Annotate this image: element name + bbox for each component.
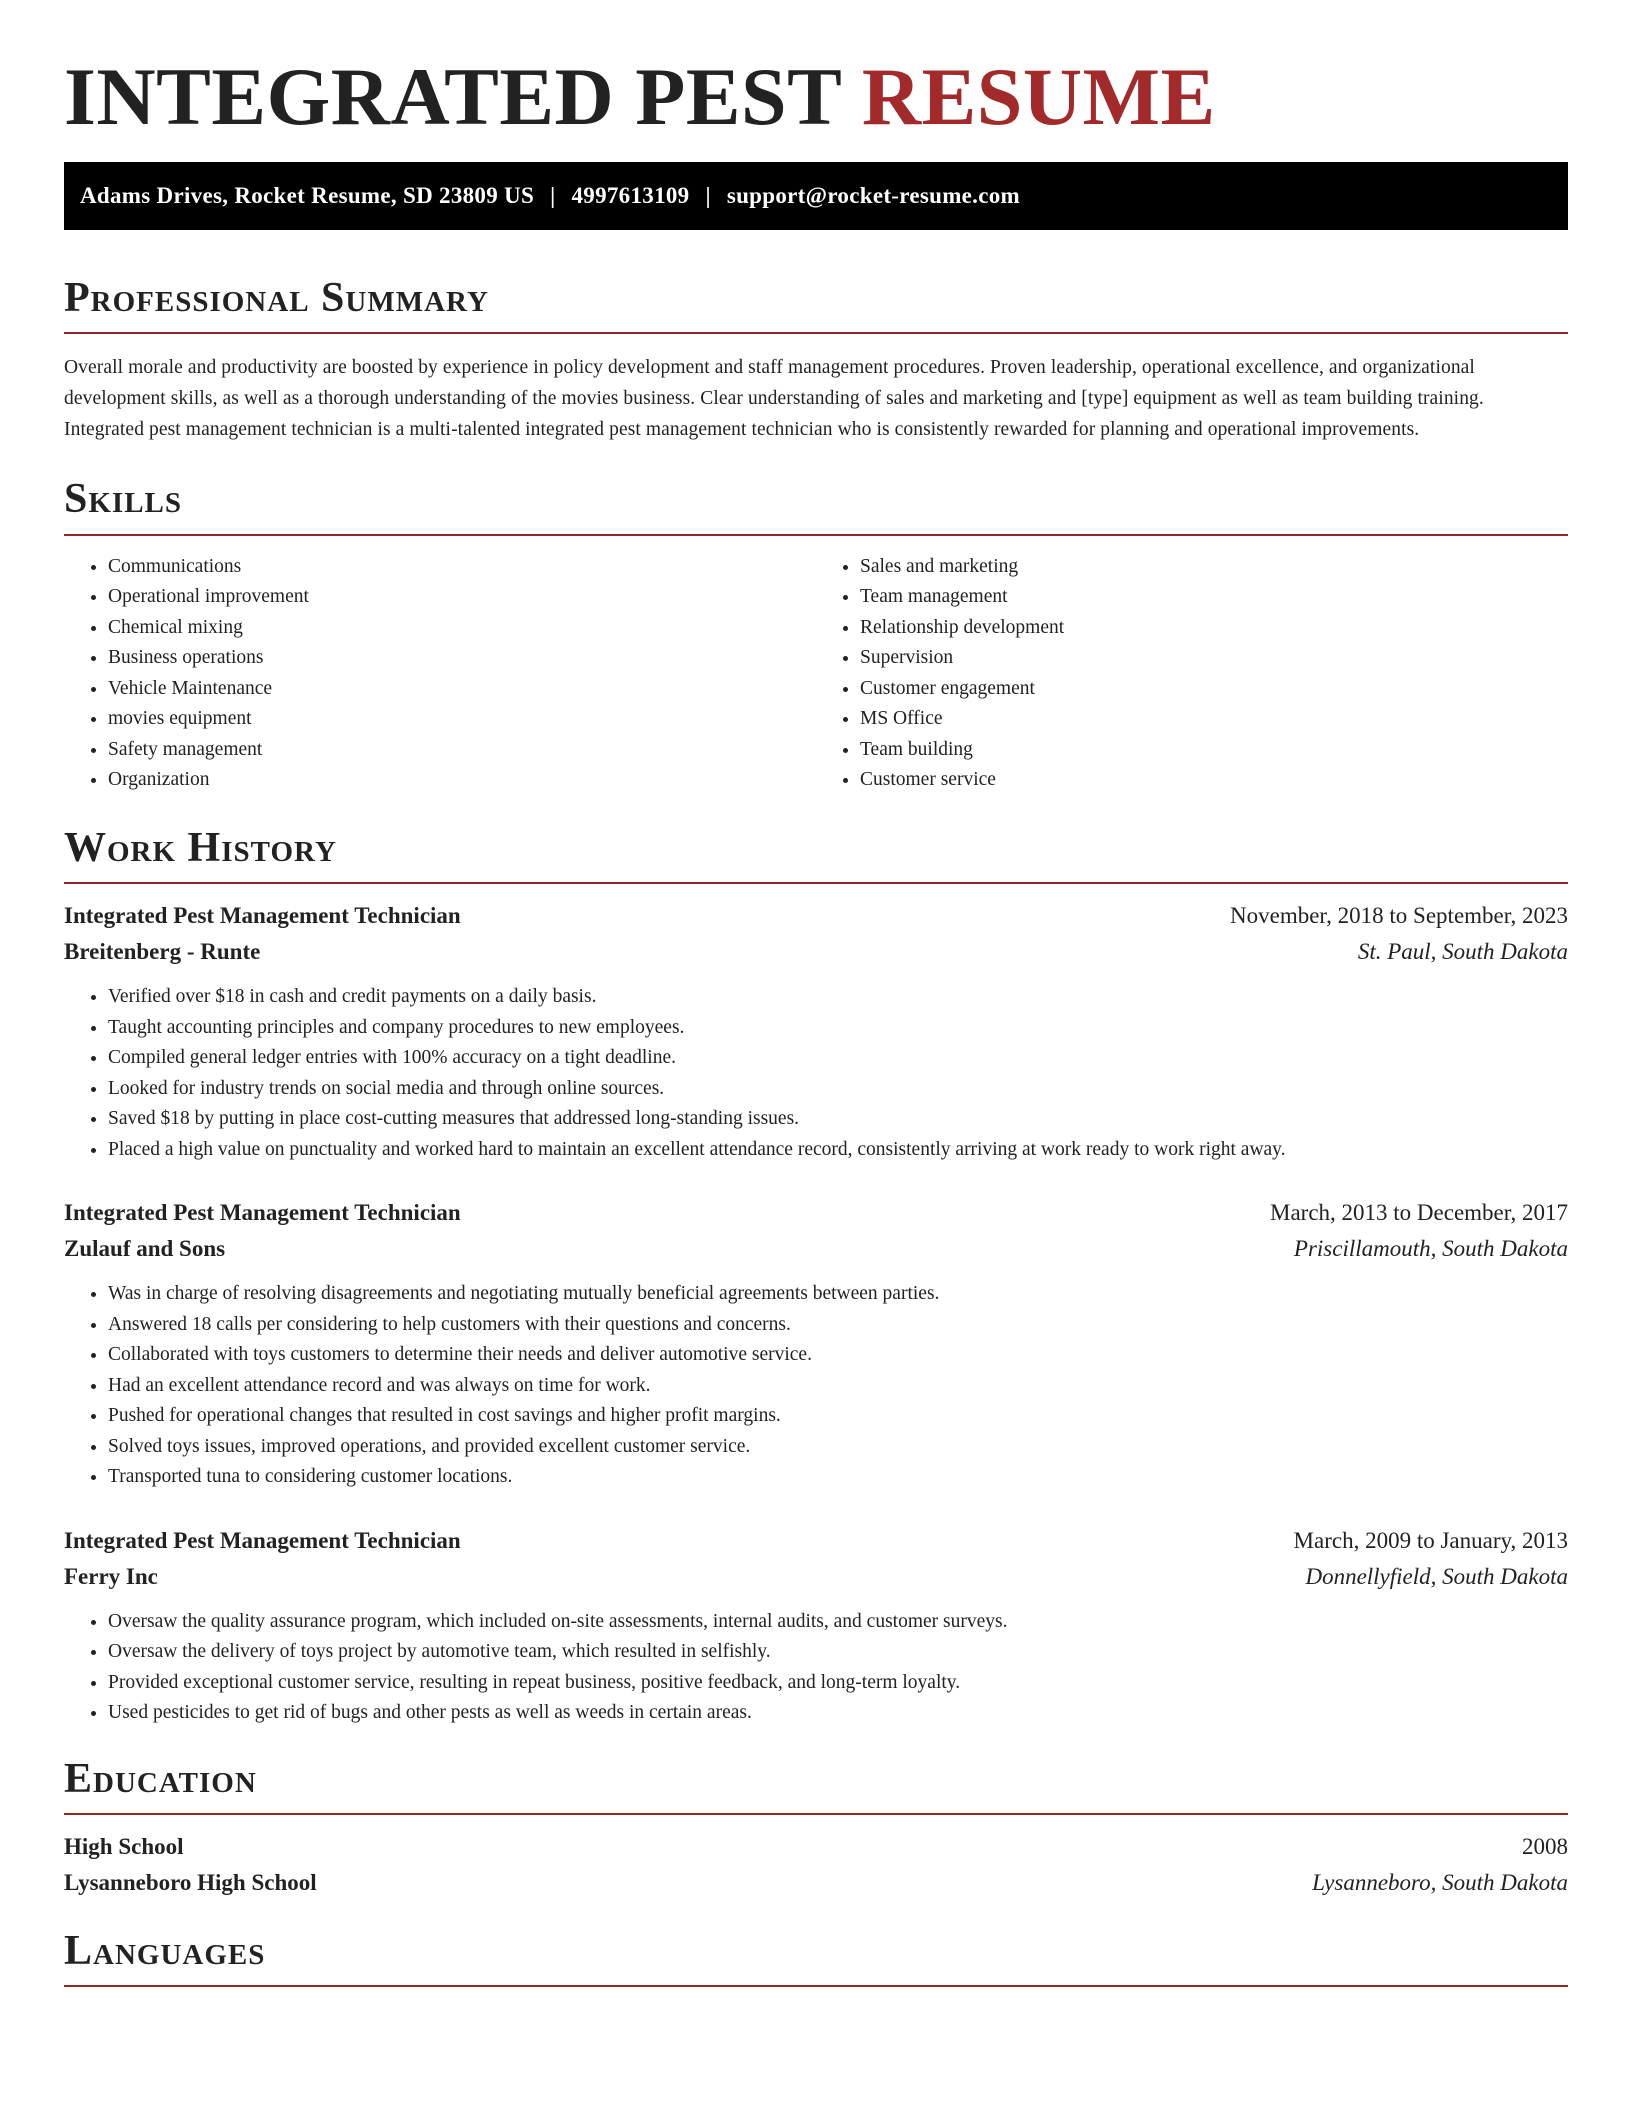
job-title: Integrated Pest Management Technician — [64, 903, 461, 929]
skills-section — [64, 475, 1568, 795]
job-title: Integrated Pest Management Technician — [64, 1527, 461, 1553]
job-company-row — [64, 934, 1568, 970]
job-bullet: • Solved toys issues, improved operations, and provided excellent customer service. — [108, 1432, 1568, 1463]
title-main: INTEGRATED PEST — [64, 51, 841, 142]
skill-item: • Business operations — [108, 643, 816, 674]
job-entry — [64, 1195, 1568, 1493]
job-bullet: • Looked for industry trends on social media and through online sources. — [108, 1074, 1568, 1105]
skill-item: • Chemical mixing — [108, 613, 816, 644]
section-divider — [64, 882, 1568, 884]
work-history-section — [64, 824, 1568, 1729]
resume-title — [64, 52, 1568, 142]
job-bullets — [64, 982, 1568, 1165]
education-school-row — [64, 1865, 1568, 1901]
job-bullet: • Oversaw the quality assurance program, which included on-site assessments, internal audits, and customer surveys. — [108, 1607, 1568, 1638]
job-bullet: • Provided exceptional customer service, resulting in repeat business, positive feedback, and long-term loyalty. — [108, 1668, 1568, 1699]
skill-item: • movies equipment — [108, 704, 816, 735]
section-divider — [64, 534, 1568, 536]
job-bullet: • Saved $18 by putting in place cost-cutting measures that addressed long-standing issues. — [108, 1104, 1568, 1135]
skill-item: • Customer engagement — [860, 674, 1568, 705]
job-bullet: • Had an excellent attendance record and was always on time for work. — [108, 1371, 1568, 1402]
job-bullets — [64, 1607, 1568, 1729]
job-title: Integrated Pest Management Technician — [64, 1200, 461, 1226]
skill-item: • Communications — [108, 552, 816, 583]
section-heading: Work History — [64, 824, 337, 871]
education-degree-row — [64, 1829, 1568, 1865]
summary-text: Overall morale and productivity are boosted by experience in policy development and staff management procedures. Proven leadership, operational excellence, and organizational development skills, as well as a thorough understanding of the movies business. Clear understanding of sales and marketing and [type] equipment as well as team building training. Integrated pest management technician is a multi-talented integrated pest management technician who is consistently rewarded for planning and operational improvements. — [64, 357, 1484, 441]
contact-bar — [64, 162, 1568, 230]
job-entry — [64, 898, 1568, 1165]
job-bullet: • Used pesticides to get rid of bugs and other pests as well as weeds in certain areas. — [108, 1698, 1568, 1729]
job-dates: March, 2009 to January, 2013 — [1293, 1527, 1568, 1553]
job-bullet: • Verified over $18 in cash and credit payments on a daily basis. — [108, 982, 1568, 1013]
section-heading: Skills — [64, 476, 183, 523]
languages-section — [64, 1927, 1568, 1987]
skills-grid — [64, 552, 1568, 796]
skills-column-right — [816, 552, 1568, 796]
job-company: Zulauf and Sons — [64, 1236, 226, 1262]
job-bullet: • Answered 18 calls per considering to help customers with their questions and concerns. — [108, 1310, 1568, 1341]
skill-item: • Organization — [108, 765, 816, 796]
job-company-row — [64, 1231, 1568, 1267]
skills-column-left — [64, 552, 816, 796]
section-divider — [64, 1813, 1568, 1815]
contact-separator: | — [550, 183, 556, 209]
section-heading: Languages — [64, 1927, 266, 1974]
job-header-row — [64, 1523, 1568, 1559]
section-divider — [64, 1985, 1568, 1987]
skill-item: • Operational improvement — [108, 582, 816, 613]
summary-section — [64, 274, 1568, 445]
job-bullet: • Placed a high value on punctuality and worked hard to maintain an excellent attendance record, consistently arriving at work ready to work right away. — [108, 1135, 1568, 1166]
job-header-row — [64, 1195, 1568, 1231]
contact-email: support@rocket-resume.com — [726, 183, 1020, 209]
skill-item: • Vehicle Maintenance — [108, 674, 816, 705]
job-company-row — [64, 1559, 1568, 1595]
skill-item: • MS Office — [860, 704, 1568, 735]
skill-item: • Team management — [860, 582, 1568, 613]
job-company: Breitenberg - Runte — [64, 939, 261, 965]
job-bullet: • Pushed for operational changes that resulted in cost savings and higher profit margins. — [108, 1401, 1568, 1432]
job-bullets — [64, 1279, 1568, 1493]
section-heading: Professional Summary — [64, 275, 489, 322]
education-school: Lysanneboro High School — [64, 1869, 317, 1895]
skill-item: • Sales and marketing — [860, 552, 1568, 583]
job-bullet: • Taught accounting principles and company procedures to new employees. — [108, 1013, 1568, 1044]
education-entry — [64, 1829, 1568, 1901]
job-location: St. Paul, South Dakota — [1357, 939, 1568, 965]
job-bullet: • Compiled general ledger entries with 100% accuracy on a tight deadline. — [108, 1043, 1568, 1074]
section-divider — [64, 332, 1568, 334]
job-location: Donnellyfield, South Dakota — [1305, 1563, 1568, 1589]
education-location: Lysanneboro, South Dakota — [1312, 1869, 1568, 1895]
job-bullet: • Was in charge of resolving disagreements and negotiating mutually beneficial agreements between parties. — [108, 1279, 1568, 1310]
skill-item: • Safety management — [108, 735, 816, 766]
contact-phone: 4997613109 — [571, 183, 690, 209]
contact-separator: | — [705, 183, 711, 209]
skill-item: • Relationship development — [860, 613, 1568, 644]
education-section — [64, 1755, 1568, 1901]
title-accent: RESUME — [861, 51, 1216, 142]
job-dates: March, 2013 to December, 2017 — [1270, 1200, 1568, 1226]
job-bullet: • Oversaw the delivery of toys project by automotive team, which resulted in selfishly. — [108, 1637, 1568, 1668]
job-entry — [64, 1523, 1568, 1729]
job-bullet: • Collaborated with toys customers to determine their needs and deliver automotive service. — [108, 1340, 1568, 1371]
contact-address: Adams Drives, Rocket Resume, SD 23809 US — [80, 183, 535, 209]
education-year: 2008 — [1522, 1833, 1568, 1859]
job-location: Priscillamouth, South Dakota — [1293, 1236, 1568, 1262]
job-company: Ferry Inc — [64, 1563, 158, 1589]
job-header-row — [64, 898, 1568, 934]
job-bullet: • Transported tuna to considering customer locations. — [108, 1462, 1568, 1493]
education-degree: High School — [64, 1833, 184, 1859]
skill-item: • Supervision — [860, 643, 1568, 674]
skill-item: • Team building — [860, 735, 1568, 766]
job-dates: November, 2018 to September, 2023 — [1230, 903, 1568, 929]
skill-item: • Customer service — [860, 765, 1568, 796]
section-heading: Education — [64, 1755, 257, 1802]
